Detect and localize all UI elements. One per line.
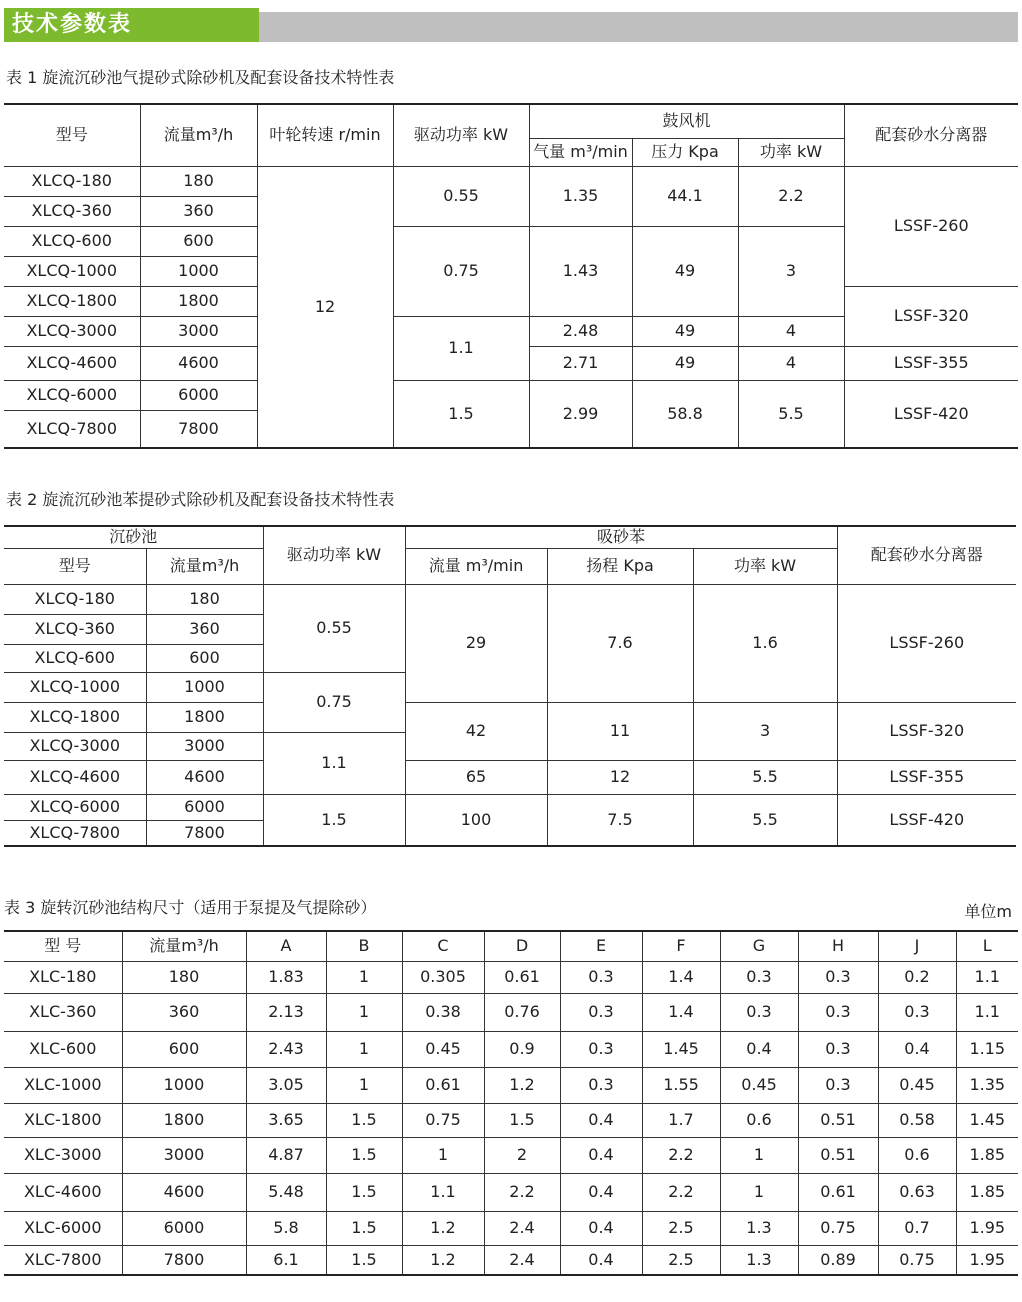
t1-power: 1.1 — [393, 316, 529, 380]
t3-value: 0.58 — [878, 1103, 956, 1137]
t1-blower-power: 2.2 — [738, 166, 844, 226]
t2-pump-flow: 42 — [405, 702, 547, 760]
t2-model: XLCQ-4600 — [4, 760, 146, 794]
t1-model: XLCQ-1000 — [4, 256, 140, 286]
t3-value: 1.1 — [956, 961, 1018, 993]
t3-value: 0.4 — [720, 1031, 798, 1067]
t3-value: 0.61 — [402, 1067, 484, 1103]
t1-flow: 360 — [140, 196, 257, 226]
t2-power: 0.75 — [263, 672, 405, 732]
t2-flow: 180 — [146, 584, 263, 614]
t3-value: 0.3 — [560, 1031, 642, 1067]
t2-header-basin: 沉砂池 — [4, 526, 263, 548]
t3-table-row — [4, 1173, 1018, 1211]
t3-value: 2.2 — [642, 1137, 720, 1173]
t3-value: 0.75 — [402, 1103, 484, 1137]
t3-value: 7800 — [122, 1245, 246, 1275]
t2-header-pump-power: 功率 kW — [693, 548, 837, 584]
t3-value: 1 — [720, 1173, 798, 1211]
t3-header-cell: D — [484, 931, 560, 961]
t3-table-row — [4, 961, 1018, 993]
t3-model: XLC-600 — [4, 1031, 122, 1067]
t1-model: XLCQ-180 — [4, 166, 140, 196]
t1-power: 0.75 — [393, 226, 529, 316]
t2-flow: 1800 — [146, 702, 263, 732]
t3-value: 1 — [326, 1067, 402, 1103]
table1-caption: 表 1 旋流沉砂池气提砂式除砂机及配套设备技术特性表 — [6, 68, 395, 87]
t1-header-air: 气量 m³/min — [529, 138, 632, 166]
t3-value: 1.55 — [642, 1067, 720, 1103]
t1-model: XLCQ-1800 — [4, 286, 140, 316]
t3-value: 4600 — [122, 1173, 246, 1211]
t3-value: 0.51 — [798, 1137, 878, 1173]
t1-model: XLCQ-600 — [4, 226, 140, 256]
t3-header-cell: G — [720, 931, 798, 961]
table3-caption: 表 3 旋转沉砂池结构尺寸（适用于泵提及气提除砂） — [4, 898, 377, 917]
t3-value: 1.5 — [326, 1173, 402, 1211]
t3-value: 2.2 — [642, 1173, 720, 1211]
t1-header-model: 型号 — [4, 104, 140, 166]
t3-value: 0.45 — [402, 1031, 484, 1067]
banner-title: 技术参数表 — [12, 12, 133, 37]
t3-value: 0.75 — [798, 1211, 878, 1245]
t1-flow: 600 — [140, 226, 257, 256]
t2-header-pump: 吸砂苯 — [405, 526, 837, 548]
t3-value: 1.85 — [956, 1173, 1018, 1211]
t1-blower-power: 4 — [738, 346, 844, 380]
t2-flow: 4600 — [146, 760, 263, 794]
t1-pressure: 49 — [632, 226, 738, 316]
t1-header-separator: 配套砂水分离器 — [844, 104, 1018, 166]
t3-value: 1.85 — [956, 1137, 1018, 1173]
t1-model: XLCQ-6000 — [4, 380, 140, 410]
t1-pressure: 49 — [632, 316, 738, 346]
t3-table-row — [4, 1211, 1018, 1245]
t3-value: 0.4 — [560, 1245, 642, 1275]
t2-header-flow: 流量m³/h — [146, 548, 263, 584]
table2 — [4, 525, 1016, 847]
t3-value: 0.3 — [798, 1067, 878, 1103]
t3-header-cell: H — [798, 931, 878, 961]
t2-lift: 11 — [547, 702, 693, 760]
t3-model: XLC-7800 — [4, 1245, 122, 1275]
t3-value: 1.5 — [326, 1211, 402, 1245]
t1-model: XLCQ-360 — [4, 196, 140, 226]
t3-value: 600 — [122, 1031, 246, 1067]
t1-pressure: 49 — [632, 346, 738, 380]
t3-value: 1800 — [122, 1103, 246, 1137]
t2-power: 0.55 — [263, 584, 405, 672]
t3-value: 1.5 — [326, 1103, 402, 1137]
t3-value: 1.3 — [720, 1245, 798, 1275]
t2-flow: 1000 — [146, 672, 263, 702]
t3-value: 6.1 — [246, 1245, 326, 1275]
t2-header-lift: 扬程 Kpa — [547, 548, 693, 584]
t3-value: 1.45 — [956, 1103, 1018, 1137]
t3-table-row — [4, 1245, 1018, 1275]
t1-model: XLCQ-4600 — [4, 346, 140, 380]
t1-flow: 3000 — [140, 316, 257, 346]
t1-model: XLCQ-7800 — [4, 410, 140, 448]
t3-value: 1.2 — [402, 1211, 484, 1245]
t2-pump-power: 5.5 — [693, 760, 837, 794]
t3-value: 1.5 — [484, 1103, 560, 1137]
t3-value: 0.305 — [402, 961, 484, 993]
t3-model: XLC-360 — [4, 993, 122, 1031]
t1-header-blower-power: 功率 kW — [738, 138, 844, 166]
t3-value: 0.7 — [878, 1211, 956, 1245]
table2-caption: 表 2 旋流沉砂池苯提砂式除砂机及配套设备技术特性表 — [6, 490, 395, 509]
t3-value: 2.4 — [484, 1211, 560, 1245]
t3-value: 1.7 — [642, 1103, 720, 1137]
t3-value: 0.51 — [798, 1103, 878, 1137]
t1-air: 1.35 — [529, 166, 632, 226]
t2-header-separator: 配套砂水分离器 — [837, 526, 1016, 584]
t3-value: 0.2 — [878, 961, 956, 993]
t3-value: 1.83 — [246, 961, 326, 993]
t1-header-speed: 叶轮转速 r/min — [257, 104, 393, 166]
t3-value: 0.6 — [878, 1137, 956, 1173]
t3-value: 0.4 — [560, 1103, 642, 1137]
t1-speed: 12 — [257, 166, 393, 448]
t1-air: 2.71 — [529, 346, 632, 380]
t2-header-pump-flow: 流量 m³/min — [405, 548, 547, 584]
t3-value: 0.45 — [720, 1067, 798, 1103]
t3-value: 0.3 — [560, 993, 642, 1031]
t3-value: 1 — [720, 1137, 798, 1173]
t3-value: 1.95 — [956, 1245, 1018, 1275]
t2-model: XLCQ-360 — [4, 614, 146, 644]
t2-model: XLCQ-1000 — [4, 672, 146, 702]
t2-header-power: 驱动功率 kW — [263, 526, 405, 584]
t2-pump-power: 1.6 — [693, 584, 837, 702]
t1-power: 0.55 — [393, 166, 529, 226]
t3-value: 2.43 — [246, 1031, 326, 1067]
t3-value: 0.4 — [560, 1211, 642, 1245]
t2-model: XLCQ-3000 — [4, 732, 146, 760]
t3-value: 0.9 — [484, 1031, 560, 1067]
t1-header-flow: 流量m³/h — [140, 104, 257, 166]
t2-pump-power: 3 — [693, 702, 837, 760]
t3-value: 1 — [402, 1137, 484, 1173]
t2-model: XLCQ-7800 — [4, 820, 146, 846]
t3-value: 1.5 — [326, 1137, 402, 1173]
t3-value: 4.87 — [246, 1137, 326, 1173]
t2-pump-flow: 65 — [405, 760, 547, 794]
t3-value: 180 — [122, 961, 246, 993]
t2-header-model: 型号 — [4, 548, 146, 584]
t2-model: XLCQ-1800 — [4, 702, 146, 732]
t2-lift: 12 — [547, 760, 693, 794]
t3-value: 0.3 — [878, 993, 956, 1031]
t3-value: 0.3 — [798, 993, 878, 1031]
t1-blower-power: 5.5 — [738, 380, 844, 448]
section-banner — [4, 8, 1018, 42]
t2-flow: 600 — [146, 644, 263, 672]
t3-value: 0.4 — [878, 1031, 956, 1067]
t1-flow: 6000 — [140, 380, 257, 410]
t2-separator: LSSF-420 — [837, 794, 1016, 846]
t3-value: 360 — [122, 993, 246, 1031]
t3-value: 1.1 — [402, 1173, 484, 1211]
t3-value: 1.1 — [956, 993, 1018, 1031]
t3-value: 5.48 — [246, 1173, 326, 1211]
t3-value: 1.4 — [642, 961, 720, 993]
t3-value: 2.2 — [484, 1173, 560, 1211]
t2-model: XLCQ-180 — [4, 584, 146, 614]
t3-value: 0.38 — [402, 993, 484, 1031]
t3-value: 1.35 — [956, 1067, 1018, 1103]
t3-table-row — [4, 1067, 1018, 1103]
t3-model: XLC-4600 — [4, 1173, 122, 1211]
t3-value: 0.3 — [720, 961, 798, 993]
t3-value: 0.63 — [878, 1173, 956, 1211]
t3-value: 1 — [326, 961, 402, 993]
t1-separator: LSSF-320 — [844, 286, 1018, 346]
t3-value: 6000 — [122, 1211, 246, 1245]
t1-air: 1.43 — [529, 226, 632, 316]
t2-flow: 7800 — [146, 820, 263, 846]
table1 — [4, 103, 1018, 449]
t2-pump-flow: 29 — [405, 584, 547, 702]
t3-value: 1.5 — [326, 1245, 402, 1275]
t1-blower-power: 3 — [738, 226, 844, 316]
t3-value: 0.45 — [878, 1067, 956, 1103]
table3 — [4, 930, 1018, 1276]
t3-value: 3.65 — [246, 1103, 326, 1137]
t2-pump-flow: 100 — [405, 794, 547, 846]
t3-header-cell: E — [560, 931, 642, 961]
t3-value: 1 — [326, 993, 402, 1031]
t2-lift: 7.5 — [547, 794, 693, 846]
t3-value: 0.3 — [798, 961, 878, 993]
t3-model: XLC-1800 — [4, 1103, 122, 1137]
t3-value: 0.3 — [560, 961, 642, 993]
t3-header-cell: A — [246, 931, 326, 961]
t3-value: 0.61 — [484, 961, 560, 993]
t1-model: XLCQ-3000 — [4, 316, 140, 346]
t3-value: 0.3 — [798, 1031, 878, 1067]
t1-air: 2.99 — [529, 380, 632, 448]
t2-pump-power: 5.5 — [693, 794, 837, 846]
t3-value: 1.45 — [642, 1031, 720, 1067]
t1-separator: LSSF-355 — [844, 346, 1018, 380]
t2-separator: LSSF-355 — [837, 760, 1016, 794]
t1-pressure: 58.8 — [632, 380, 738, 448]
t1-flow: 1000 — [140, 256, 257, 286]
t3-value: 0.61 — [798, 1173, 878, 1211]
t1-header-power: 驱动功率 kW — [393, 104, 529, 166]
t3-value: 1 — [326, 1031, 402, 1067]
t3-value: 0.75 — [878, 1245, 956, 1275]
t3-value: 2.5 — [642, 1245, 720, 1275]
t2-model: XLCQ-6000 — [4, 794, 146, 820]
t2-flow: 360 — [146, 614, 263, 644]
t3-value: 0.4 — [560, 1173, 642, 1211]
t1-separator: LSSF-260 — [844, 166, 1018, 286]
t3-value: 2 — [484, 1137, 560, 1173]
t3-model: XLC-6000 — [4, 1211, 122, 1245]
t3-model: XLC-3000 — [4, 1137, 122, 1173]
t1-header-pressure: 压力 Kpa — [632, 138, 738, 166]
t3-value: 2.4 — [484, 1245, 560, 1275]
t3-value: 0.3 — [560, 1067, 642, 1103]
t3-header-cell: C — [402, 931, 484, 961]
t3-header-cell: F — [642, 931, 720, 961]
t2-power: 1.5 — [263, 794, 405, 846]
t2-lift: 7.6 — [547, 584, 693, 702]
t3-header-cell: 型 号 — [4, 931, 122, 961]
t3-value: 1.4 — [642, 993, 720, 1031]
t3-value: 1.2 — [402, 1245, 484, 1275]
t3-value: 1000 — [122, 1067, 246, 1103]
t2-separator: LSSF-260 — [837, 584, 1016, 702]
t1-air: 2.48 — [529, 316, 632, 346]
t3-value: 0.76 — [484, 993, 560, 1031]
t3-value: 3000 — [122, 1137, 246, 1173]
t3-header-cell: L — [956, 931, 1018, 961]
t3-value: 0.89 — [798, 1245, 878, 1275]
banner-gray-bar — [259, 12, 1018, 42]
t3-model: XLC-1000 — [4, 1067, 122, 1103]
t3-value: 0.4 — [560, 1137, 642, 1173]
t1-flow: 180 — [140, 166, 257, 196]
t3-model: XLC-180 — [4, 961, 122, 993]
t3-value: 5.8 — [246, 1211, 326, 1245]
t2-flow: 3000 — [146, 732, 263, 760]
t1-pressure: 44.1 — [632, 166, 738, 226]
t3-value: 0.6 — [720, 1103, 798, 1137]
t2-power: 1.1 — [263, 732, 405, 794]
t1-header-blower: 鼓风机 — [529, 104, 844, 138]
t3-value: 1.2 — [484, 1067, 560, 1103]
t2-model: XLCQ-600 — [4, 644, 146, 672]
t3-header-cell: B — [326, 931, 402, 961]
t2-separator: LSSF-320 — [837, 702, 1016, 760]
t1-power: 1.5 — [393, 380, 529, 448]
t3-value: 2.5 — [642, 1211, 720, 1245]
t1-separator: LSSF-420 — [844, 380, 1018, 448]
t3-value: 2.13 — [246, 993, 326, 1031]
t3-value: 1.95 — [956, 1211, 1018, 1245]
t1-flow: 1800 — [140, 286, 257, 316]
t3-table-row — [4, 1137, 1018, 1173]
t1-blower-power: 4 — [738, 316, 844, 346]
t3-table-row — [4, 993, 1018, 1031]
t3-header-cell: J — [878, 931, 956, 961]
t3-value: 1.15 — [956, 1031, 1018, 1067]
t3-value: 0.3 — [720, 993, 798, 1031]
t3-table-row — [4, 1031, 1018, 1067]
t2-flow: 6000 — [146, 794, 263, 820]
t3-value: 3.05 — [246, 1067, 326, 1103]
table3-unit: 单位m — [964, 902, 1012, 921]
t1-flow: 4600 — [140, 346, 257, 380]
t3-table-row — [4, 1103, 1018, 1137]
t1-flow: 7800 — [140, 410, 257, 448]
t3-header-cell: 流量m³/h — [122, 931, 246, 961]
t3-value: 1.3 — [720, 1211, 798, 1245]
